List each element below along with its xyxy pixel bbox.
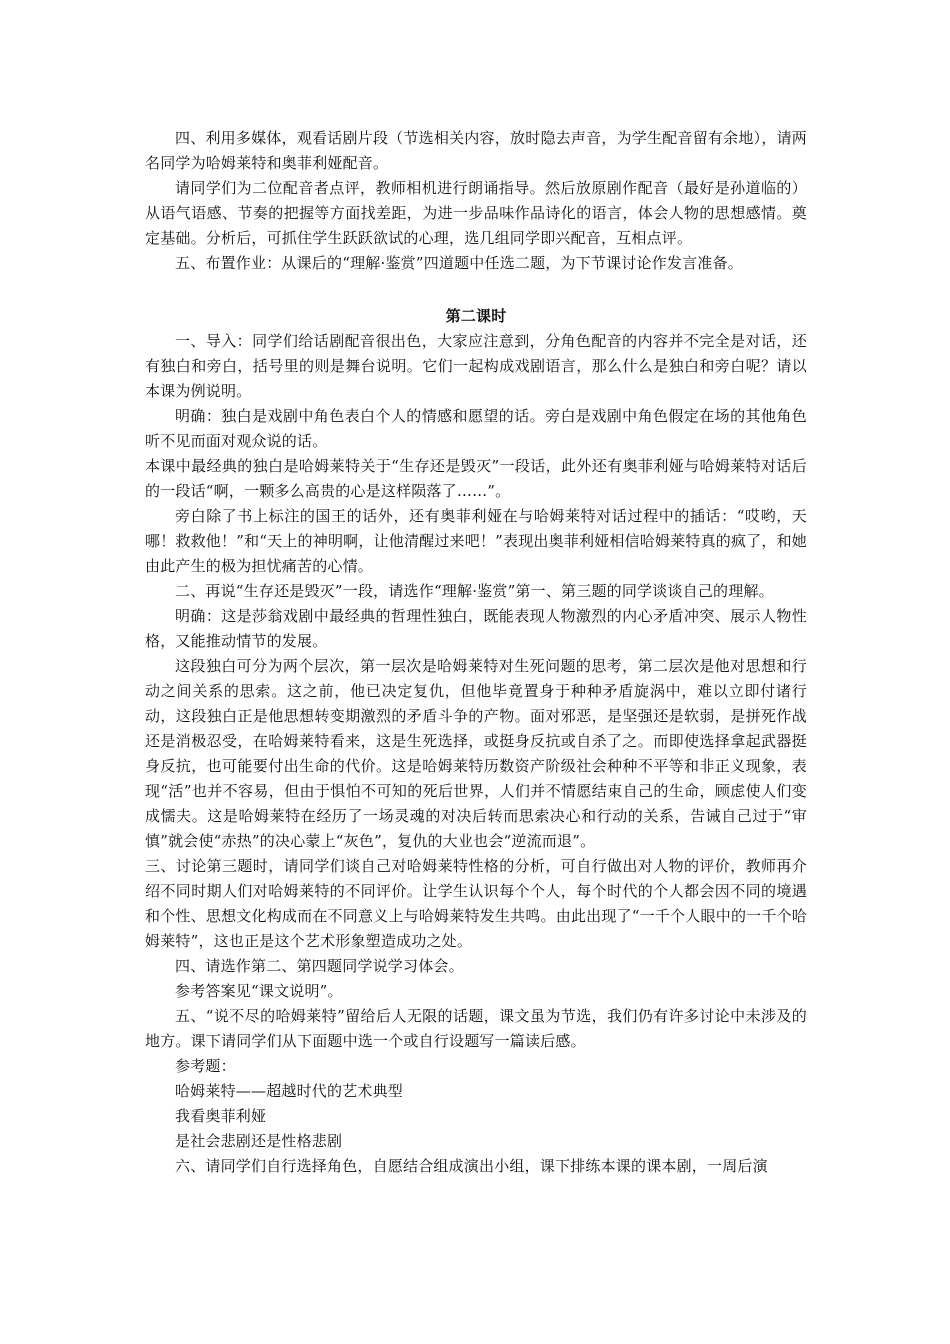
paragraph-monologue-definition: 明确：独白是戏剧中角色表白个人的情感和愿望的话。旁白是戏剧中角色假定在场的其他角色听不见而面对观众说的话。 [145,407,807,450]
paragraph-to-be-or-not: 二、再说“生存还是毁灭”一段，请选作“理解·鉴赏”第一、第三题的同学谈谈自己的理解。 [175,582,774,600]
paragraph-homework: 五、布置作业：从课后的“理解·鉴赏”四道题中任选二题，为下节课讨论作发言准备。 [175,254,743,272]
section-title: 第二课时 [445,307,507,325]
paragraph-character-discussion: 三、讨论第三题时，请同学们谈自己对哈姆莱特性格的分析，可自行做出对人物的评价，教师再介绍不同时期人们对哈姆莱特的不同评价。让学生认识每个个人，每个时代的个人都会因不同的境遇和个性、思想文化构成而在不同意义上与哈姆莱特发生共鸣。由此出现了“一千个人眼中的一千个哈姆莱特”，这也正是这个艺术形象塑造成功之处。 [145,857,807,950]
topic-item: 哈姆莱特——超越时代的艺术典型 [175,1082,404,1100]
paragraph-reference-topics-label: 参考题： [175,1057,236,1075]
paragraph-classic-monologue: 本课中最经典的独白是哈姆莱特关于“生存还是毁灭”一段话，此外还有奥菲利娅与哈姆莱特对话后的一段话“啊，一颗多么高贵的心是这样陨落了……”。 [145,457,807,500]
topic-item: 是社会悲剧还是性格悲剧 [175,1132,343,1150]
paragraph-essay-assignment: 五、“说不尽的哈姆莱特”留给后人无限的话题，课文虽为节选，我们仍有许多讨论中未涉及的地方。课下请同学们从下面题中选一个或自行设题写一篇读后感。 [145,1007,807,1050]
paragraph-dubbing-review: 请同学们为二位配音者点评，教师相机进行朗诵指导。然后放原剧作配音（最好是孙道临的）从语气语感、节奏的把握等方面找差距，为进一步品味作品诗化的语言，体会人物的思想感情。奠定基础。分析后，可抓住学生跃跃欲试的心理，选几组同学即兴配音，互相点评。 [145,179,807,247]
topic-item: 我看奥菲利娅 [175,1107,267,1125]
paragraph-aside-examples: 旁白除了书上标注的国王的话外，还有奥菲利娅在与哈姆莱特对话过程中的插话：“哎哟，天哪！救救他！”和“天上的神明啊，让他清醒过来吧！”表现出奥菲利娅相信哈姆莱特真的疯了，和她由此产生的极为担忧痛苦的心情。 [145,507,808,575]
paragraph-introduction: 一、导入：同学们给话剧配音很出色，大家应注意到，分角色配音的内容并不完全是对话，还有独白和旁白，括号里的则是舞台说明。它们一起构成戏剧语言，那么什么是独白和旁白呢？请以本课为例说明。 [145,332,807,400]
paragraph-monologue-analysis: 这段独白可分为两个层次，第一层次是哈姆莱特对生死问题的思考，第二层次是他对思想和行动之间关系的思索。这之前，他已决定复仇，但他毕竟置身于种种矛盾旋涡中，难以立即付诸行动，这段独白正是他思想转变期激烈的矛盾斗争的产物。面对邪恶，是坚强还是软弱，是拼死作战还是消极忍受，在哈姆莱特看来，这是生死选择，或挺身反抗或自杀了之。而即使选择拿起武器挺身反抗，也可能要付出生命的代价。这是哈姆莱特历数资产阶级社会种种不平等和非正义现象，表现“活”也并不容易，但由于惧怕不可知的死后世界，人们并不情愿结束自己的生命，顾虑使人们变成懦夫。这是哈姆莱特在经历了一场灵魂的对决后转而思索决心和行动的关系，告诫自己过于“审慎”就会使“赤热”的决心蒙上“灰色”，复仇的大业也会“逆流而退”。 [145,657,807,850]
document-page [145,126,807,1179]
paragraph-philosophical-monologue: 明确：这是莎翁戏剧中最经典的哲理性独白，既能表现人物激烈的内心矛盾冲突、展示人物性格，又能推动情节的发展。 [145,607,807,650]
paragraph-performance-assignment: 六、请同学们自行选择角色，自愿结合组成演出小组，课下排练本课的课本剧，一周后演 [175,1157,768,1175]
paragraph-reference-answer: 参考答案见“课文说明”。 [175,982,343,1000]
paragraph-learning-reflection: 四、请选作第二、第四题同学说学习体会。 [175,957,464,975]
paragraph-multimedia-dubbing: 四、利用多媒体，观看话剧片段（节选相关内容，放时隐去声音，为学生配音留有余地），请两名同学为哈姆莱特和奥菲利娅配音。 [145,129,807,172]
